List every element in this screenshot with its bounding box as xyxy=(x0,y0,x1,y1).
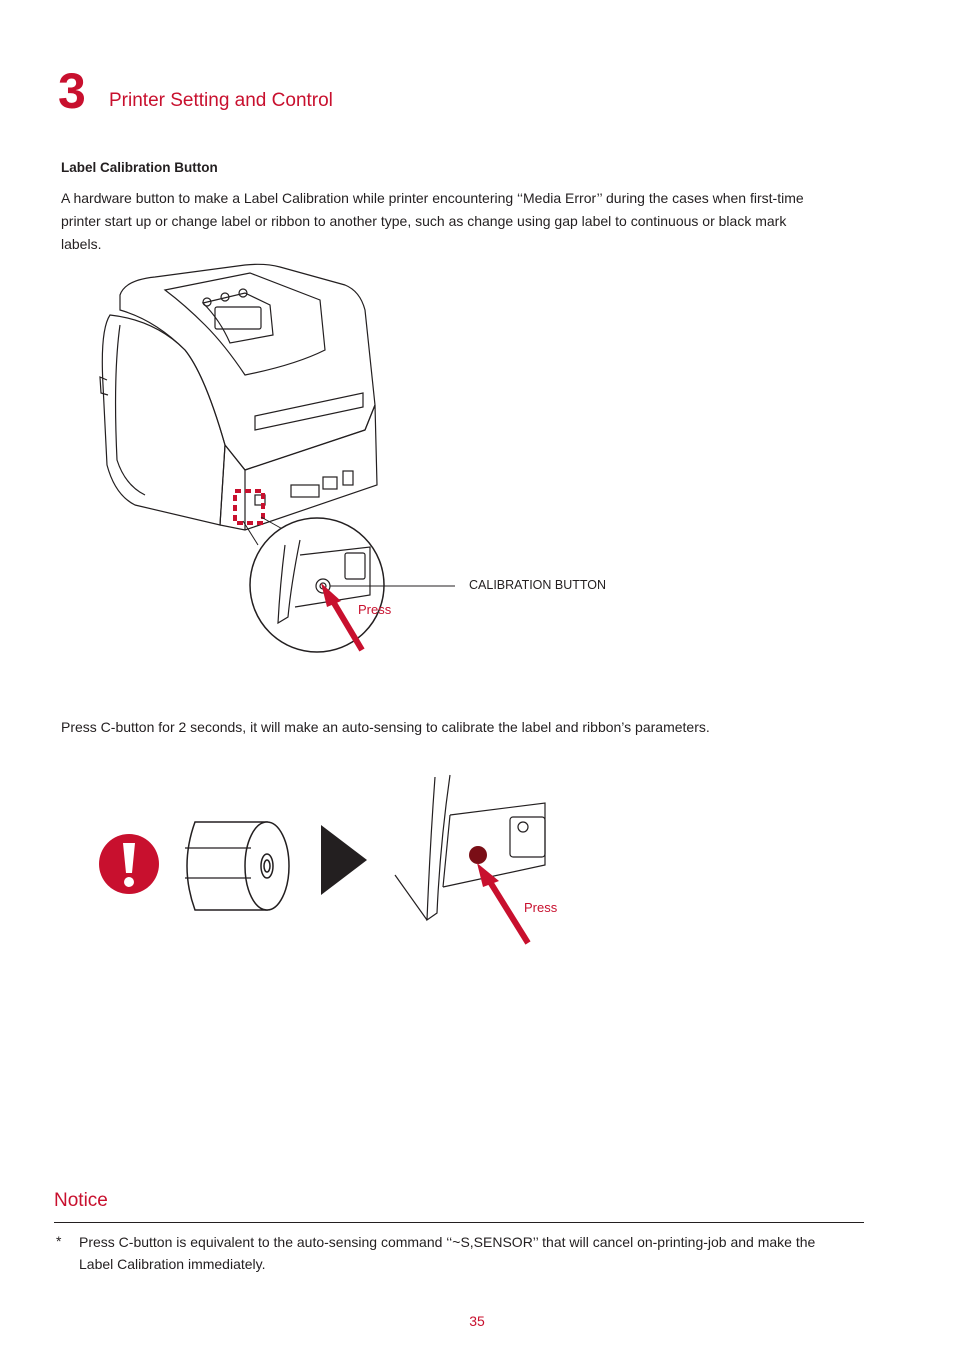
press-label: Press xyxy=(358,602,392,617)
chapter-title: Printer Setting and Control xyxy=(109,90,333,111)
intro-line: A hardware button to make a Label Calibration while printer encountering ‘‘Media Error’’ during the cases when first-time xyxy=(61,190,804,206)
chapter-number: 3 xyxy=(58,63,86,119)
press-button-illustration xyxy=(395,775,565,945)
notice-bullet: * xyxy=(56,1233,62,1249)
zoom-circle xyxy=(250,518,384,652)
next-arrow-icon xyxy=(321,825,367,895)
instruction-text: Press C-button for 2 seconds, it will make an auto-sensing to calibrate the label and ribbon’s parameters. xyxy=(61,719,710,735)
printer-illustration xyxy=(95,255,615,655)
page-number: 35 xyxy=(469,1313,485,1329)
highlight-box xyxy=(235,491,263,523)
lcd-panel xyxy=(215,307,261,329)
calibration-button xyxy=(469,846,487,864)
notice-title: Notice xyxy=(54,1190,108,1211)
notice-text xyxy=(79,1231,914,1275)
callout-label: CALIBRATION BUTTON xyxy=(469,578,607,592)
press-arrow-head xyxy=(477,863,499,887)
section-heading: Label Calibration Button xyxy=(61,160,218,175)
intro-line: printer start up or change label or ribbon to another type, such as change using gap label to continuous or black mark xyxy=(61,213,787,229)
ethernet-port xyxy=(323,477,337,489)
press-arrow xyxy=(487,877,528,943)
notice-divider xyxy=(54,1222,864,1223)
warning-icon xyxy=(98,833,160,895)
printer-front-face xyxy=(220,405,377,530)
press-label: Press xyxy=(524,900,558,915)
notice-line: Label Calibration immediately. xyxy=(79,1256,266,1272)
intro-line: labels. xyxy=(61,236,102,252)
intro-paragraph xyxy=(61,187,921,256)
notice-line: Press C-button is equivalent to the auto-sensing command ‘‘~S,SENSOR’’ that will cancel on-printing-job and make the xyxy=(79,1234,816,1250)
label-exit-slot xyxy=(255,393,363,430)
printer-body xyxy=(102,315,225,525)
serial-port xyxy=(291,485,319,497)
power-switch xyxy=(343,471,353,485)
label-roll-icon xyxy=(175,818,293,914)
